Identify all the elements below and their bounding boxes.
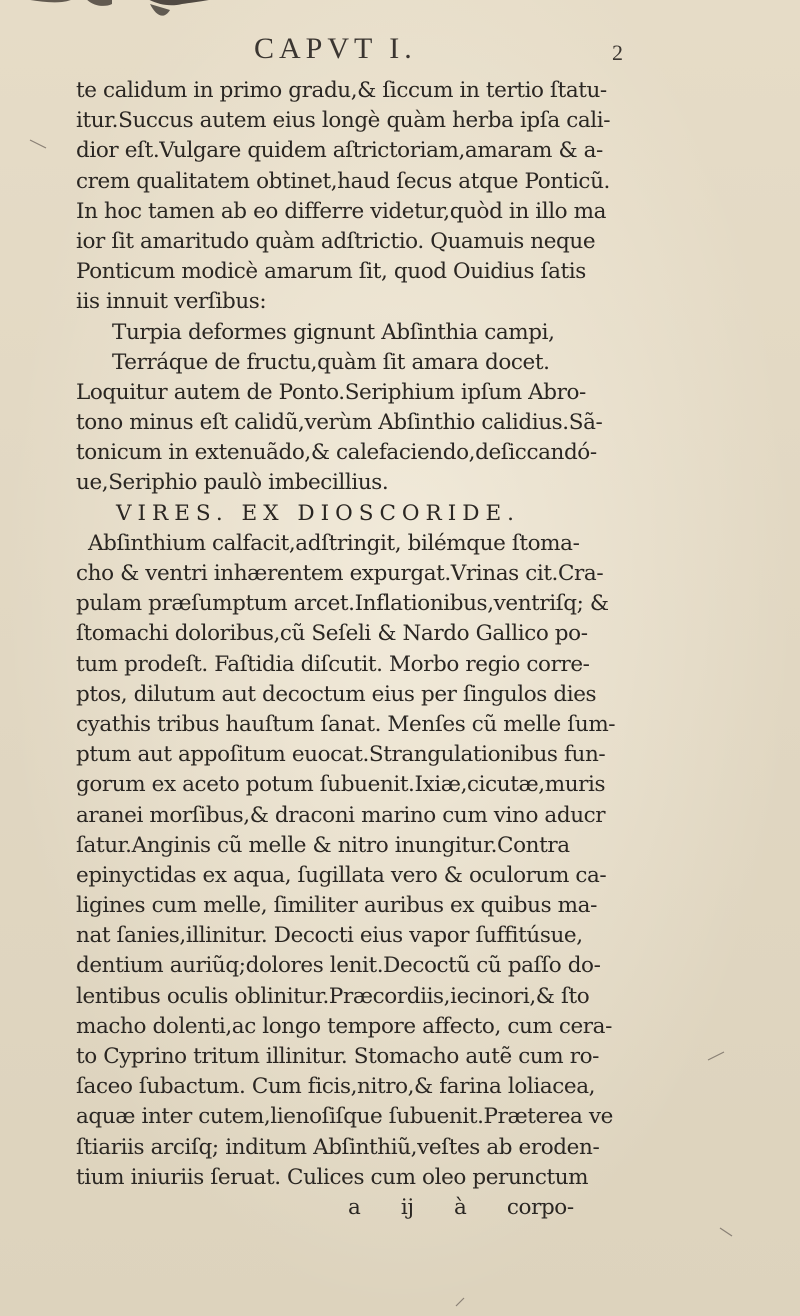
text-line: crem qualitatem obtinet,haud ſecus atque Ponticũ.: [76, 168, 610, 194]
folio-number: 2: [612, 40, 623, 65]
text-line: lentibus oculis oblinitur.Præcordiis,iecinori,& ſto: [76, 983, 590, 1009]
text-line: te calidum in primo gradu,& ſiccum in tertio ſtatu-: [76, 78, 607, 103]
text-line: ſtiariis arciſq; inditum Abſinthiũ,veſtes ab eroden-: [76, 1134, 600, 1160]
ink-stain-decoration: [0, 0, 260, 28]
verse-line: Terráque de fructu,quàm ſit amara docet.: [112, 349, 550, 375]
text-line: epinyctidas ex aqua, ſugillata vero & oculorum ca-: [76, 862, 607, 888]
text-line: dior eſt.Vulgare quidem aſtrictoriam,amaram & a-: [76, 138, 603, 164]
text-line: Abſinthium calfacit,adſtringit, bilémque ſtoma-: [88, 530, 580, 556]
text-line: cyathis tribus hauſtum ſanat. Menſes cũ melle ſum-: [76, 711, 616, 737]
text-line: tono minus eſt calidũ,verùm Abſinthio calidius.Sã-: [76, 410, 603, 436]
text-line: ſatur.Anginis cũ melle & nitro inungitur.Contra: [76, 832, 570, 858]
text-line: dentium auriũq;dolores lenit.Decoctũ cũ paſſo do-: [76, 953, 601, 979]
text-line: ſaceo ſubactum. Cum ficis,nitro,& farina loliacea,: [76, 1074, 596, 1100]
text-line: aranei morſibus,& draconi marino cum vino aducr: [76, 802, 606, 828]
text-line: ptum aut appoſitum euocat.Strangulationibus fun-: [76, 742, 606, 768]
margin-mark: [452, 1296, 474, 1308]
text-line: nat ſanies,illinitur. Decocti eius vapor ſuffitúsue,: [76, 923, 583, 949]
text-line: Ponticum modicè amarum ſit, quod Ouidius ſatis: [76, 259, 586, 285]
page-header: [0, 28, 800, 68]
text-line: iis innuit verſibus:: [76, 289, 267, 315]
body-text: [76, 76, 636, 1223]
text-line: ior ſit amaritudo quàm adſtrictio. Quamuis neque: [76, 228, 596, 254]
text-line: pulam præſumptum arcet.Inflationibus,ventriſq; &: [76, 591, 609, 617]
text-line: In hoc tamen ab eo differre videtur,quòd in illo ma: [76, 198, 607, 224]
margin-mark: [706, 1050, 728, 1062]
text-line: tonicum in extenuãdo,& calefaciendo,deſiccandó-: [76, 440, 597, 466]
text-line: ſtomachi doloribus,cũ Seſeli & Nardo Gallico po-: [76, 621, 588, 647]
text-line: cho & ventri inhærentem expurgat.Vrinas cit.Cra-: [76, 561, 604, 586]
section-heading: VIRES. EX DIOSCORIDE.: [116, 500, 520, 526]
text-line: tum prodeſt. Faſtidia diſcutit. Morbo regio corre-: [76, 651, 590, 677]
verse-line: Turpia deformes gignunt Abſinthia campi,: [112, 319, 555, 345]
margin-mark: [718, 1226, 740, 1238]
text-line: tium iniuriis ſeruat. Culices cum oleo perunctum: [76, 1164, 589, 1190]
text-line: gorum ex aceto potum ſubuenit.Ixiæ,cicutæ,muris: [76, 772, 606, 798]
text-line: Loquitur autem de Ponto.Seriphium ipſum Abro-: [76, 379, 586, 405]
text-line: itur.Succus autem eius longè quàm herba ipſa cali-: [76, 108, 611, 134]
text-line: ptos, dilutum aut decoctum eius per ſingulos dies: [76, 681, 597, 707]
margin-mark: [28, 138, 50, 150]
text-line: to Cyprino tritum illinitur. Stomacho autẽ cum ro-: [76, 1044, 600, 1069]
text-line: aquæ inter cutem,lienoſiſque ſubuenit.Præterea ve: [76, 1104, 613, 1130]
text-line: ligines cum melle, ſimiliter auribus ex quibus ma-: [76, 893, 597, 919]
text-line: ue,Seriphio paulò imbecillius.: [76, 470, 389, 496]
running-title: CAPVT I.: [254, 32, 417, 65]
text-line: macho dolenti,ac longo tempore affecto, cum cera-: [76, 1013, 612, 1039]
signature-catchword-line: a ij à corpo-: [348, 1194, 574, 1220]
